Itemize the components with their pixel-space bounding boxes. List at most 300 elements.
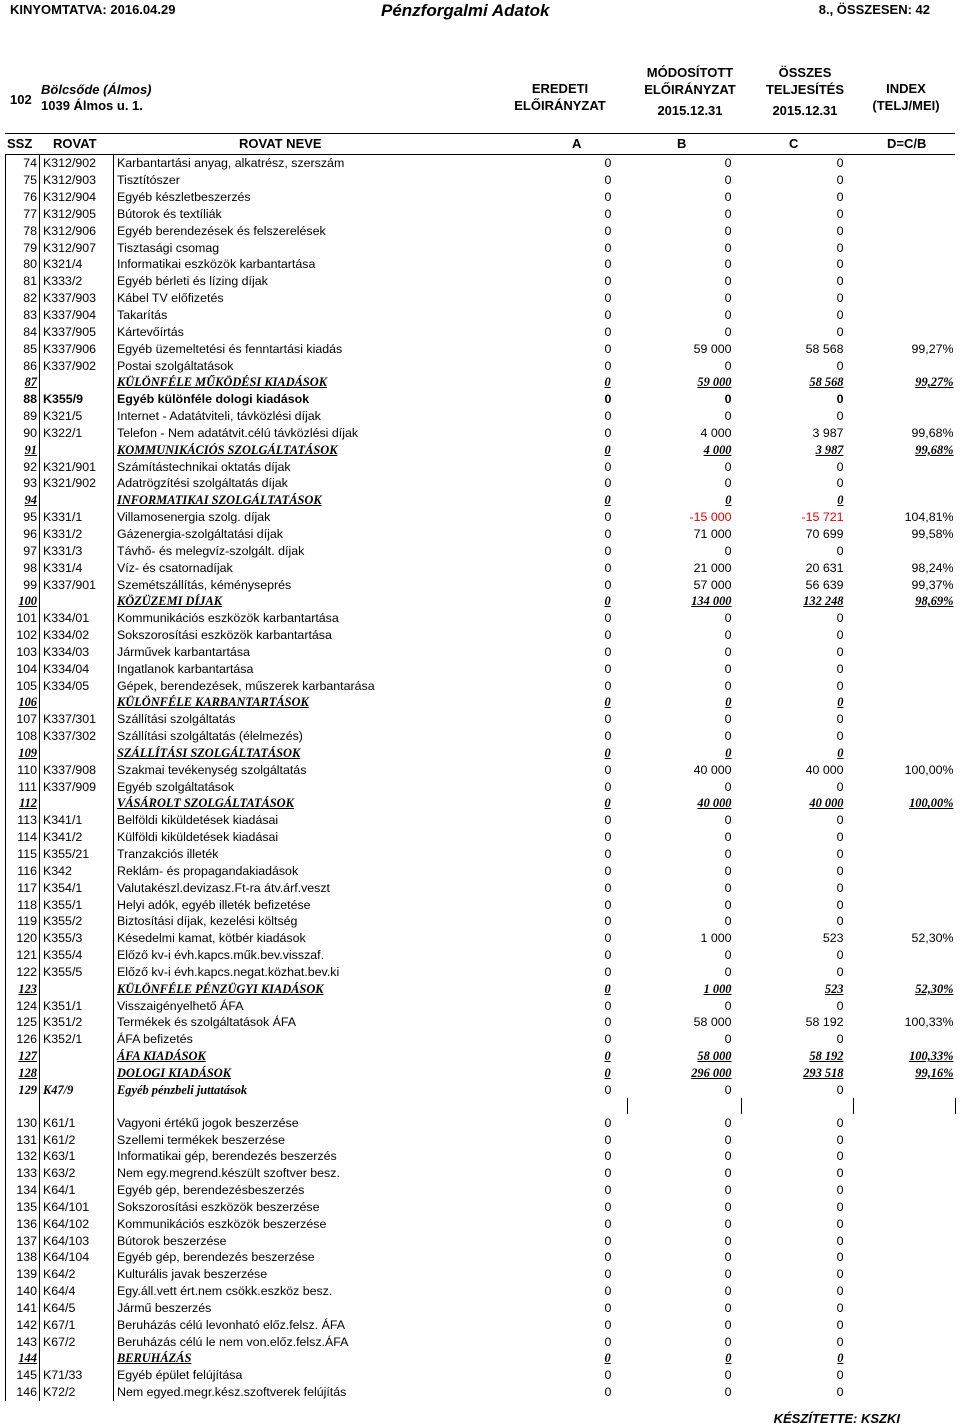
row-original: 0	[604, 274, 612, 289]
row-index	[854, 206, 956, 223]
table-row	[6, 323, 956, 340]
row-modified: 0	[724, 476, 732, 491]
row-code	[40, 745, 114, 762]
header-modified-appropriation	[630, 64, 750, 119]
row-index	[854, 239, 956, 256]
row-performance: 0	[836, 392, 844, 407]
row-name: Sokszorosítási eszközök beszerzése	[117, 1199, 320, 1214]
table-row	[6, 947, 956, 964]
table-row	[6, 1114, 956, 1131]
row-index	[854, 1367, 956, 1384]
row-modified: 0	[724, 964, 732, 979]
row-modified: 134 000	[691, 594, 732, 609]
row-performance: 0	[836, 240, 844, 255]
row-ssz: 108	[6, 728, 40, 745]
row-original: 0	[604, 712, 612, 727]
table-row	[6, 239, 956, 256]
row-code: K331/2	[40, 526, 114, 543]
row-performance: 0	[836, 1199, 844, 1214]
row-performance: 0	[837, 745, 844, 760]
row-name: Nem egyed.megr.kész.szoftverek felújítás	[117, 1385, 347, 1400]
row-ssz: 91	[6, 441, 40, 458]
row-performance: 0	[837, 695, 844, 710]
row-ssz: 116	[6, 862, 40, 879]
row-code: K341/2	[40, 829, 114, 846]
row-modified: 40 000	[697, 796, 732, 811]
empty-cell	[742, 1098, 854, 1114]
row-name: Nem egy.megrend.készült szoftver besz.	[117, 1166, 340, 1181]
row-index	[854, 391, 956, 408]
row-code: K331/3	[40, 542, 114, 559]
row-index	[854, 627, 956, 644]
row-modified: 0	[724, 948, 732, 963]
row-code: K67/1	[40, 1316, 114, 1333]
row-performance: 0	[836, 1368, 844, 1383]
row-index: 99,68%	[911, 425, 954, 440]
row-modified: 1 000	[700, 931, 732, 946]
row-modified: 0	[724, 1368, 732, 1383]
row-modified: 0	[724, 1183, 732, 1198]
row-name: Biztosítási díjak, kezelési költség	[117, 914, 298, 929]
row-performance: 523	[822, 931, 844, 946]
row-index	[854, 947, 956, 964]
row-modified: 0	[725, 493, 732, 508]
row-code: K355/2	[40, 913, 114, 930]
row-performance: 0	[836, 459, 844, 474]
row-code: K312/904	[40, 189, 114, 206]
table-row	[6, 391, 956, 408]
table-row	[6, 189, 956, 206]
col-c: C	[789, 136, 799, 151]
row-ssz: 122	[6, 964, 40, 981]
row-index: 99,37%	[911, 577, 954, 592]
row-original: 0	[604, 611, 612, 626]
row-modified: 0	[724, 1115, 732, 1130]
row-performance: 0	[836, 1082, 844, 1097]
table-row	[6, 307, 956, 324]
row-ssz: 79	[6, 239, 40, 256]
table-row	[6, 408, 956, 425]
row-modified: 0	[724, 324, 732, 339]
row-ssz: 117	[6, 879, 40, 896]
row-name: Szellemi termékek beszerzése	[117, 1132, 286, 1147]
row-name: Beruházás célú levonható előz.felsz. ÁFA	[117, 1317, 345, 1332]
table-row	[6, 879, 956, 896]
table-row	[6, 492, 956, 509]
row-performance: 40 000	[809, 796, 844, 811]
col-a: A	[572, 136, 582, 151]
print-date: KINYOMTATVA: 2016.04.29	[10, 2, 176, 17]
row-original: 0	[604, 459, 612, 474]
row-index	[854, 189, 956, 206]
row-index: 99,58%	[911, 526, 954, 541]
row-ssz: 93	[6, 475, 40, 492]
row-ssz: 81	[6, 273, 40, 290]
row-performance: 0	[836, 1284, 844, 1299]
row-code	[40, 492, 114, 509]
table-row	[6, 761, 956, 778]
row-performance: 0	[836, 847, 844, 862]
row-performance: 0	[836, 291, 844, 306]
row-original: 0	[604, 291, 612, 306]
row-code	[40, 1065, 114, 1082]
row-modified: 0	[724, 1250, 732, 1265]
empty-cell	[628, 1098, 742, 1114]
row-modified: 59 000	[697, 375, 732, 390]
row-name: Reklám- és propagandakiadások	[117, 863, 299, 878]
row-index: 100,33%	[904, 1015, 954, 1030]
row-ssz: 106	[6, 694, 40, 711]
row-name: Szállítási szolgáltatás	[117, 712, 236, 727]
row-index	[854, 862, 956, 879]
row-modified: 0	[724, 257, 732, 272]
row-modified: 0	[724, 274, 732, 289]
row-code: K337/904	[40, 307, 114, 324]
row-code: K355/9	[40, 391, 114, 408]
row-index	[854, 1350, 956, 1367]
row-index	[854, 1266, 956, 1283]
row-performance: 0	[836, 661, 844, 676]
row-name: Egyéb üzemeltetési és fenntartási kiadás	[117, 341, 343, 356]
row-code: K342	[40, 862, 114, 879]
row-ssz: 134	[6, 1182, 40, 1199]
table-row	[6, 425, 956, 442]
row-code: K321/5	[40, 408, 114, 425]
table-row	[6, 1283, 956, 1300]
table-row	[6, 222, 956, 239]
row-performance: 20 631	[805, 560, 844, 575]
row-original: 0	[604, 1216, 612, 1231]
row-ssz: 88	[6, 391, 40, 408]
row-performance: 58 568	[809, 375, 844, 390]
row-name: ÁFA befizetés	[117, 1032, 193, 1047]
row-original: 0	[604, 897, 612, 912]
institution-name: Bölcsőde (Álmos)	[41, 82, 152, 97]
row-ssz: 78	[6, 222, 40, 239]
row-ssz: 120	[6, 930, 40, 947]
col-b: B	[677, 136, 687, 151]
row-original: 0	[604, 1351, 611, 1366]
row-name: Egyéb különféle dologi kiadások	[117, 392, 310, 407]
row-name: Jármű beszerzés	[117, 1300, 212, 1315]
row-ssz: 101	[6, 610, 40, 627]
row-original: 0	[604, 1334, 612, 1349]
row-original: 0	[604, 173, 612, 188]
row-performance: 0	[836, 1317, 844, 1332]
row-code: K355/4	[40, 947, 114, 964]
row-ssz: 100	[6, 593, 40, 610]
row-modified: 0	[724, 1216, 732, 1231]
table-row	[6, 1198, 956, 1215]
header-index-line1: INDEX	[886, 81, 926, 96]
row-name: KÜLÖNFÉLE PÉNZÜGYI KIADÁSOK	[117, 981, 324, 996]
row-code: K63/2	[40, 1165, 114, 1182]
row-ssz: 77	[6, 206, 40, 223]
row-performance: 0	[836, 1334, 844, 1349]
row-index	[854, 711, 956, 728]
row-index	[854, 1081, 956, 1098]
row-original: 0	[604, 510, 612, 525]
row-name: KOMMUNIKÁCIÓS SZOLGÁLTATÁSOK	[117, 442, 338, 457]
row-modified: 0	[724, 1132, 732, 1147]
row-name: Valutakészl.devizasz.Ft-ra átv.árf.veszt	[117, 880, 331, 895]
row-index: 99,68%	[915, 442, 954, 457]
row-code: K337/902	[40, 357, 114, 374]
row-name: Bútorok beszerzése	[117, 1233, 227, 1248]
row-index: 52,30%	[911, 931, 954, 946]
row-ssz: 83	[6, 307, 40, 324]
row-original: 0	[604, 1032, 612, 1047]
row-ssz: 111	[6, 778, 40, 795]
row-code: K312/907	[40, 239, 114, 256]
row-index	[854, 997, 956, 1014]
row-original: 0	[604, 981, 611, 996]
row-performance: 0	[836, 779, 844, 794]
table-row	[6, 1232, 956, 1249]
table-row	[6, 1131, 956, 1148]
row-performance: 0	[836, 1300, 844, 1315]
row-ssz: 142	[6, 1316, 40, 1333]
row-original: 0	[604, 1015, 612, 1030]
row-modified: 0	[724, 628, 732, 643]
row-original: 0	[604, 1250, 612, 1265]
table-row	[6, 172, 956, 189]
row-code: K72/2	[40, 1384, 114, 1401]
row-modified: 0	[724, 1334, 732, 1349]
row-index	[854, 812, 956, 829]
col-ssz: SSZ	[7, 136, 33, 151]
row-original: 0	[604, 1267, 612, 1282]
row-ssz: 97	[6, 542, 40, 559]
row-name: Postai szolgáltatások	[117, 358, 234, 373]
empty-cell	[854, 1098, 956, 1114]
row-original: 0	[604, 156, 612, 171]
row-original: 0	[604, 425, 612, 440]
row-modified: 71 000	[693, 526, 732, 541]
row-ssz: 140	[6, 1283, 40, 1300]
row-code: K61/1	[40, 1114, 114, 1131]
row-original: 0	[604, 1233, 612, 1248]
table-body	[6, 155, 956, 1401]
row-code	[40, 1350, 114, 1367]
row-performance: 0	[836, 880, 844, 895]
row-code: K355/1	[40, 896, 114, 913]
row-modified: 0	[724, 543, 732, 558]
row-index	[854, 1148, 956, 1165]
table-row	[6, 745, 956, 762]
row-code: K64/4	[40, 1283, 114, 1300]
table-row	[6, 862, 956, 879]
row-performance: 0	[836, 644, 844, 659]
row-name: Előző kv-i évh.kapcs.negat.közhat.bev.ki	[117, 964, 340, 979]
row-index	[854, 1215, 956, 1232]
table-row	[6, 812, 956, 829]
row-performance: 0	[836, 476, 844, 491]
row-name: Egyéb épület felújítása	[117, 1368, 243, 1383]
row-performance: 0	[836, 1149, 844, 1164]
row-performance: 40 000	[805, 762, 844, 777]
table-row	[6, 1333, 956, 1350]
row-modified: 0	[724, 1267, 732, 1282]
row-performance: 0	[836, 1267, 844, 1282]
table-row	[6, 1182, 956, 1199]
empty-cell	[6, 1098, 40, 1114]
row-original: 0	[604, 223, 612, 238]
row-name: Tisztítószer	[117, 173, 180, 188]
row-modified: 0	[724, 830, 732, 845]
row-original: 0	[604, 324, 612, 339]
row-original: 0	[604, 1385, 612, 1400]
row-name: Egyéb szolgáltatások	[117, 779, 235, 794]
row-name: INFORMATIKAI SZOLGÁLTATÁSOK	[117, 493, 322, 508]
row-name: Villamosenergia szolg. díjak	[117, 510, 271, 525]
row-performance: 0	[836, 998, 844, 1013]
row-code: K61/2	[40, 1131, 114, 1148]
row-ssz: 85	[6, 340, 40, 357]
col-rovat-neve: ROVAT NEVE	[239, 136, 322, 151]
row-ssz: 76	[6, 189, 40, 206]
row-ssz: 137	[6, 1232, 40, 1249]
row-name: Internet - Adatátviteli, távközlési díjak	[117, 409, 321, 424]
row-code: K351/1	[40, 997, 114, 1014]
row-ssz: 123	[6, 980, 40, 997]
table-row	[6, 694, 956, 711]
row-performance: 523	[824, 981, 844, 996]
row-modified: 0	[724, 308, 732, 323]
row-performance: 0	[836, 257, 844, 272]
table-row	[6, 913, 956, 930]
row-code: K337/909	[40, 778, 114, 795]
table-row	[6, 1048, 956, 1065]
row-original: 0	[604, 543, 612, 558]
row-original: 0	[604, 745, 611, 760]
row-index	[854, 323, 956, 340]
row-performance: 0	[836, 948, 844, 963]
row-original: 0	[604, 948, 612, 963]
row-ssz: 119	[6, 913, 40, 930]
row-modified: 0	[724, 611, 732, 626]
row-index	[854, 964, 956, 981]
table-row	[6, 593, 956, 610]
row-name: Kártevőírtás	[117, 324, 184, 339]
row-index	[854, 694, 956, 711]
row-name: Kommunikációs eszközök karbantartása	[117, 611, 339, 626]
row-original: 0	[604, 914, 612, 929]
table-row	[6, 1249, 956, 1266]
row-code: K355/3	[40, 930, 114, 947]
row-index	[854, 475, 956, 492]
row-code: K312/903	[40, 172, 114, 189]
row-index	[854, 1300, 956, 1317]
row-original: 0	[604, 560, 612, 575]
row-original: 0	[604, 341, 612, 356]
row-original: 0	[604, 931, 612, 946]
row-original: 0	[604, 695, 611, 710]
row-name: Informatikai eszközök karbantartása	[117, 257, 316, 272]
row-name: Tranzakciós illeték	[117, 847, 219, 862]
row-performance: 0	[836, 1385, 844, 1400]
row-name: BERUHÁZÁS	[117, 1351, 192, 1366]
row-original: 0	[604, 1132, 612, 1147]
row-ssz: 133	[6, 1165, 40, 1182]
header-original-line1: EREDETI	[531, 81, 589, 96]
row-name: DOLOGI KIADÁSOK	[117, 1065, 231, 1080]
data-table	[5, 155, 956, 1401]
row-code: K63/1	[40, 1148, 114, 1165]
row-modified: 1 000	[703, 981, 732, 996]
row-name: Szakmai tevékenység szolgáltatás	[117, 762, 307, 777]
row-original: 0	[604, 813, 612, 828]
row-code: K337/905	[40, 323, 114, 340]
row-original: 0	[604, 779, 612, 794]
row-modified: 4 000	[703, 442, 732, 457]
row-name: Egyéb berendezések és felszerelések	[117, 223, 326, 238]
row-code: K352/1	[40, 1031, 114, 1048]
table-row	[6, 542, 956, 559]
row-modified: 4 000	[700, 425, 732, 440]
row-original: 0	[604, 1149, 612, 1164]
row-name: Egyéb készletbeszerzés	[117, 190, 251, 205]
row-code: K321/902	[40, 475, 114, 492]
row-name: Telefon - Nem adatátvit.célú távközlési díjak	[117, 425, 359, 440]
row-modified: 0	[724, 358, 732, 373]
row-code: K334/04	[40, 660, 114, 677]
row-index	[854, 1114, 956, 1131]
row-name: Késedelmi kamat, kötbér kiadások	[117, 931, 306, 946]
row-code: K67/2	[40, 1333, 114, 1350]
row-modified: 58 000	[697, 1049, 732, 1064]
row-original: 0	[604, 409, 612, 424]
row-ssz: 82	[6, 290, 40, 307]
row-code	[40, 374, 114, 391]
header-original-appropriation	[510, 80, 610, 114]
row-name: KÜLÖNFÉLE KARBANTARTÁSOK	[117, 695, 309, 710]
row-index	[854, 1198, 956, 1215]
row-ssz: 141	[6, 1300, 40, 1317]
row-code: K351/2	[40, 1014, 114, 1031]
row-ssz: 130	[6, 1114, 40, 1131]
row-ssz: 118	[6, 896, 40, 913]
row-index	[854, 1384, 956, 1401]
row-name: Sokszorosítási eszközök karbantartása	[117, 628, 332, 643]
row-code: K331/1	[40, 509, 114, 526]
row-name: Egyéb pénzbeli juttatások	[117, 1082, 248, 1097]
table-row	[6, 660, 956, 677]
row-performance: 0	[836, 1115, 844, 1130]
row-code: K337/901	[40, 576, 114, 593]
row-index	[854, 610, 956, 627]
table-row	[6, 1300, 956, 1317]
row-code: K334/01	[40, 610, 114, 627]
row-ssz: 131	[6, 1131, 40, 1148]
header-index-line2: (TELJ/MEI)	[872, 98, 940, 113]
row-original: 0	[604, 240, 612, 255]
row-name: Belföldi kiküldetések kiadásai	[117, 813, 279, 828]
table-row	[6, 778, 956, 795]
row-index	[854, 1232, 956, 1249]
row-original: 0	[604, 796, 611, 811]
row-index	[854, 1333, 956, 1350]
row-name: Kommunikációs eszközök beszerzése	[117, 1216, 327, 1231]
row-ssz: 110	[6, 761, 40, 778]
row-modified: 0	[724, 1385, 732, 1400]
table-row	[6, 930, 956, 947]
table-row	[6, 1266, 956, 1283]
header-performance-date: 2015.12.31	[772, 103, 838, 118]
row-modified: 0	[724, 998, 732, 1013]
row-performance: 0	[836, 1132, 844, 1147]
row-code: K337/908	[40, 761, 114, 778]
